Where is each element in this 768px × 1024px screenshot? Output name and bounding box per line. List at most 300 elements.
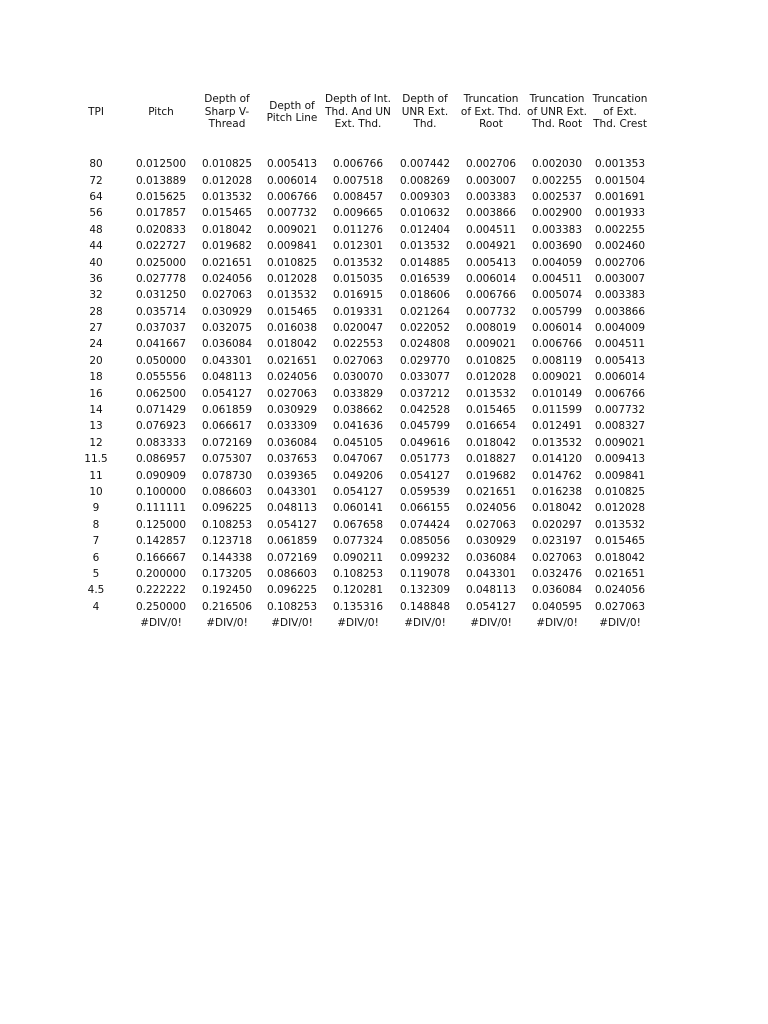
- table-cell: 0.019682: [465, 469, 517, 482]
- table-cell: 0.039365: [266, 469, 318, 482]
- table-cell: 0.072169: [201, 436, 253, 449]
- table-cell: 0.192450: [201, 584, 253, 597]
- spacer-row: [64, 140, 650, 156]
- table-row: [64, 156, 650, 172]
- table-cell: 0.024808: [399, 338, 451, 351]
- table-cell: 0.002255: [531, 174, 583, 187]
- table-cell: 0.036084: [531, 584, 583, 597]
- table-cell: 0.018042: [266, 338, 318, 351]
- table-cell: 0.060141: [332, 502, 384, 515]
- table-row: [64, 271, 650, 287]
- table-cell: 0.018042: [531, 502, 583, 515]
- table-cell: 13: [89, 420, 103, 433]
- table-cell: 0.012301: [332, 240, 384, 253]
- table-cell: 0.250000: [135, 600, 187, 613]
- table-cell: 0.055556: [135, 371, 187, 384]
- table-cell: 0.045799: [399, 420, 451, 433]
- table-cell: #DIV/0!: [470, 617, 512, 630]
- table-cell: 0.125000: [135, 518, 187, 531]
- table-cell: 0.078730: [201, 469, 253, 482]
- table-cell: 0.030929: [266, 404, 318, 417]
- table-cell: 0.090211: [332, 551, 384, 564]
- spacer-cell: [64, 140, 650, 156]
- table-cell: 7: [92, 535, 100, 548]
- table-cell: 0.015465: [266, 305, 318, 318]
- table-cell: 0.018042: [594, 551, 646, 564]
- table-cell: 0.004009: [594, 322, 646, 335]
- table-cell: 0.005074: [531, 289, 583, 302]
- table-cell: 0.027778: [135, 272, 187, 285]
- table-cell: 0.010825: [266, 256, 318, 269]
- table-cell: 0.049206: [332, 469, 384, 482]
- table-cell: 44: [89, 240, 103, 253]
- table-cell: 0.048113: [201, 371, 253, 384]
- table-cell: 5: [92, 567, 100, 580]
- table-cell: 0.003007: [594, 272, 646, 285]
- table-cell: 0.022727: [135, 240, 187, 253]
- table-cell: 0.017857: [135, 207, 187, 220]
- table-cell: 0.037653: [266, 453, 318, 466]
- table-cell: 0.007732: [465, 305, 517, 318]
- table-cell: 0.108253: [201, 518, 253, 531]
- table-cell: 0.083333: [135, 436, 187, 449]
- table-cell: 0.071429: [135, 404, 187, 417]
- table-cell: 16: [89, 387, 103, 400]
- table-cell: 0.022052: [399, 322, 451, 335]
- table-cell: 80: [89, 158, 103, 171]
- table-row: [64, 287, 650, 303]
- table-cell: 0.009841: [594, 469, 646, 482]
- table-cell: 0.016654: [465, 420, 517, 433]
- header-truncation-unr-ext-thd-root: Truncation of UNR Ext. Thd. Root: [527, 93, 587, 131]
- table-cell: 0.054127: [201, 387, 253, 400]
- table-cell: 0.015625: [135, 190, 187, 203]
- header-truncation-ext-thd-root: Truncation of Ext. Thd. Root: [460, 93, 522, 131]
- table-cell: 0.054127: [332, 486, 384, 498]
- table-cell: 0.003866: [465, 207, 517, 220]
- table-cell: #DIV/0!: [140, 617, 182, 630]
- table-row: [64, 205, 650, 221]
- table-cell: 0.012028: [266, 272, 318, 285]
- table-cell: 0.002900: [531, 207, 583, 220]
- table-cell: 0.004059: [531, 256, 583, 269]
- table-cell: 0.027063: [465, 518, 517, 531]
- table-cell: 0.004921: [465, 240, 517, 253]
- table-cell: 0.030929: [465, 535, 517, 548]
- table-cell: #DIV/0!: [599, 617, 641, 630]
- table-cell: 0.037212: [399, 387, 451, 400]
- table-cell: 0.002706: [594, 256, 646, 269]
- table-row: [64, 304, 650, 320]
- table-cell: 0.006766: [594, 387, 646, 400]
- table-cell: 0.015465: [594, 535, 646, 548]
- header-pitch: Pitch: [148, 105, 174, 118]
- table-cell: 0.011276: [332, 223, 384, 236]
- table-cell: 0.002255: [594, 223, 646, 236]
- table-cell: 0.013532: [465, 387, 517, 400]
- table-cell: 0.024056: [594, 584, 646, 597]
- table-cell: 0.035714: [135, 305, 187, 318]
- table-cell: 0.008119: [531, 354, 583, 367]
- table-row: [64, 566, 650, 582]
- table-cell: 0.033309: [266, 420, 318, 433]
- table-cell: 0.012500: [135, 158, 187, 171]
- table-cell: 0.036084: [201, 338, 253, 351]
- table-cell: 0.009021: [531, 371, 583, 384]
- table-cell: 0.041667: [135, 338, 187, 351]
- table-row: [64, 222, 650, 238]
- table-row: [64, 189, 650, 205]
- table-cell: 11.5: [84, 453, 108, 466]
- table-cell: 0.003383: [465, 190, 517, 203]
- table-row: [64, 385, 650, 401]
- table-cell: 0.054127: [266, 518, 318, 531]
- table-cell: 0.108253: [266, 600, 318, 613]
- table-cell: 0.054127: [465, 600, 517, 613]
- table-cell: 0.049616: [399, 436, 451, 449]
- table-cell: 0.040595: [531, 600, 583, 613]
- table-row: [64, 599, 650, 615]
- table-cell: 0.024056: [201, 272, 253, 285]
- table-cell: 0.050000: [135, 354, 187, 367]
- table-cell: 0.006014: [594, 371, 646, 384]
- table-cell: 0.006014: [266, 174, 318, 187]
- table-cell: 0.018606: [399, 289, 451, 302]
- table-cell: 0.012028: [465, 371, 517, 384]
- table-cell: 0.027063: [594, 600, 646, 613]
- table-cell: 0.166667: [135, 551, 187, 564]
- table-cell: 0.086603: [266, 567, 318, 580]
- table-row: [64, 451, 650, 467]
- table-cell: 0.010825: [201, 158, 253, 171]
- table-cell: 0.054127: [399, 469, 451, 482]
- table-cell: 0.004511: [594, 338, 646, 351]
- table-cell: 6: [92, 551, 100, 564]
- table-cell: 56: [89, 207, 103, 220]
- table-cell: 0.003690: [531, 240, 583, 253]
- table-row: [64, 517, 650, 533]
- table-cell: 0.002537: [531, 190, 583, 203]
- table-cell: 0.006014: [465, 272, 517, 285]
- table-row: [64, 418, 650, 434]
- table-cell: 0.013532: [399, 240, 451, 253]
- table-cell: 0.076923: [135, 420, 187, 433]
- table-cell: 0.074424: [399, 518, 451, 531]
- table-cell: 0.015465: [201, 207, 253, 220]
- table-cell: 0.027063: [531, 551, 583, 564]
- table-cell: 0.009021: [594, 436, 646, 449]
- table-cell: 0.004511: [531, 272, 583, 285]
- table-cell: 0.108253: [332, 567, 384, 580]
- table-cell: 0.062500: [135, 387, 187, 400]
- table-cell: 0.014762: [531, 469, 583, 482]
- table-cell: 0.008327: [594, 420, 646, 433]
- table-cell: 0.004511: [465, 223, 517, 236]
- table-cell: 0.037037: [135, 322, 187, 335]
- table-cell: 0.012404: [399, 223, 451, 236]
- table-row: [64, 484, 650, 500]
- table-cell: 36: [89, 272, 103, 285]
- table-cell: 0.033077: [399, 371, 451, 384]
- table-cell: 27: [89, 322, 103, 335]
- table-cell: 0.042528: [399, 404, 451, 417]
- table-cell: 0.012491: [531, 420, 583, 433]
- table-cell: 0.045105: [332, 436, 384, 449]
- table-cell: 0.006766: [531, 338, 583, 351]
- table-cell: 0.096225: [266, 584, 318, 597]
- table-cell: 10: [89, 486, 103, 498]
- table-cell: 0.051773: [399, 453, 451, 466]
- table-cell: 0.008457: [332, 190, 384, 203]
- table-cell: 0.059539: [399, 486, 451, 498]
- table-cell: 32: [89, 289, 103, 302]
- table-row: [64, 402, 650, 418]
- table-cell: #DIV/0!: [206, 617, 248, 630]
- header-depth-int-thd-un-ext-thd: Depth of Int. Thd. And UN Ext. Thd.: [325, 93, 391, 131]
- table-cell: 4.5: [87, 584, 105, 597]
- table-row: [64, 549, 650, 565]
- table-cell: 0.038662: [332, 404, 384, 417]
- table-cell: 20: [89, 354, 103, 367]
- table-cell: 0.099232: [399, 551, 451, 564]
- header-depth-pitch-line: Depth of Pitch Line: [266, 99, 318, 124]
- table-cell: 0.200000: [135, 567, 187, 580]
- table-cell: 0.010825: [465, 354, 517, 367]
- table-cell: 0.005413: [266, 158, 318, 171]
- table-cell: 64: [89, 190, 103, 203]
- table-cell: 0.100000: [135, 486, 187, 498]
- table-cell: 0.027063: [266, 387, 318, 400]
- table-cell: 24: [89, 338, 103, 351]
- table-cell: 0.006766: [332, 158, 384, 171]
- table-cell: 0.123718: [201, 535, 253, 548]
- table-cell: 0.021651: [266, 354, 318, 367]
- table-row: [64, 320, 650, 336]
- table-cell: 0.029770: [399, 354, 451, 367]
- table-cell: 8: [92, 518, 100, 531]
- table-cell: 0.048113: [465, 584, 517, 597]
- table-cell: 0.032075: [201, 322, 253, 335]
- table-cell: 0.013532: [531, 436, 583, 449]
- table-cell: 0.016915: [332, 289, 384, 302]
- table-cell: 0.096225: [201, 502, 253, 515]
- table-cell: 0.009021: [465, 338, 517, 351]
- table-cell: 0.012028: [201, 174, 253, 187]
- table-cell: 0.013532: [201, 190, 253, 203]
- table-row: [64, 533, 650, 549]
- table-cell: 0.043301: [266, 486, 318, 498]
- table-cell: 0.027063: [332, 354, 384, 367]
- table-cell: 4: [92, 600, 100, 613]
- table-cell: 0.024056: [266, 371, 318, 384]
- table-cell: 0.003866: [594, 305, 646, 318]
- table-cell: 0.001504: [594, 174, 646, 187]
- table-cell: 0.066155: [399, 502, 451, 515]
- table-cell: 0.047067: [332, 453, 384, 466]
- table-cell: 14: [89, 404, 103, 417]
- table-cell: 0.031250: [135, 289, 187, 302]
- table-cell: 0.022553: [332, 338, 384, 351]
- table-cell: 0.002706: [465, 158, 517, 171]
- table-cell: 0.043301: [201, 354, 253, 367]
- table-cell: 0.061859: [201, 404, 253, 417]
- table-cell: 0.008019: [465, 322, 517, 335]
- table-cell: 0.007442: [399, 158, 451, 171]
- table-cell: 0.216506: [201, 600, 253, 613]
- table-cell: 9: [92, 502, 100, 515]
- table-cell: 0.036084: [266, 436, 318, 449]
- table-cell: 0.001691: [594, 190, 646, 203]
- table-cell: 0.002030: [531, 158, 583, 171]
- table-cell: 0.003007: [465, 174, 517, 187]
- table-cell: 0.173205: [201, 567, 253, 580]
- table-cell: 0.024056: [465, 502, 517, 515]
- header-tpi: TPI: [88, 105, 104, 118]
- table-cell: #DIV/0!: [536, 617, 578, 630]
- table-cell: 0.041636: [332, 420, 384, 433]
- table-cell: 72: [89, 174, 103, 187]
- table-cell: 0.032476: [531, 567, 583, 580]
- table-cell: 0.018827: [465, 453, 517, 466]
- header-row: [64, 84, 650, 140]
- table-body: [64, 140, 650, 631]
- table-cell: 0.009665: [332, 207, 384, 220]
- table-cell: 0.014120: [531, 453, 583, 466]
- table-cell: 0.086957: [135, 453, 187, 466]
- table-cell: 0.009841: [266, 240, 318, 253]
- table-row: [64, 369, 650, 385]
- table-cell: 0.025000: [135, 256, 187, 269]
- table-cell: 0.002460: [594, 240, 646, 253]
- table-row: [64, 615, 650, 631]
- table-row: [64, 500, 650, 516]
- table-cell: 0.067658: [332, 518, 384, 531]
- table-row: [64, 238, 650, 254]
- table-cell: 0.013532: [266, 289, 318, 302]
- table-cell: 0.013532: [594, 518, 646, 531]
- table-cell: 0.007732: [594, 404, 646, 417]
- table-cell: 0.048113: [266, 502, 318, 515]
- table-cell: 0.016038: [266, 322, 318, 335]
- table-cell: 12: [89, 436, 103, 449]
- table-cell: 0.019682: [201, 240, 253, 253]
- table-row: [64, 353, 650, 369]
- table-cell: 0.027063: [201, 289, 253, 302]
- table-cell: 0.111111: [135, 502, 187, 515]
- table-cell: 0.007732: [266, 207, 318, 220]
- table-cell: 0.011599: [531, 404, 583, 417]
- table-cell: 0.013532: [332, 256, 384, 269]
- table-cell: 0.021651: [594, 567, 646, 580]
- header-depth-unr-ext-thd: Depth of UNR Ext. Thd.: [401, 93, 449, 131]
- table-cell: 0.077324: [332, 535, 384, 548]
- table-cell: 0.009021: [266, 223, 318, 236]
- table-cell: 0.013889: [135, 174, 187, 187]
- table-cell: 0.020297: [531, 518, 583, 531]
- table-cell: 0.015465: [465, 404, 517, 417]
- table-cell: 0.001933: [594, 207, 646, 220]
- table-cell: #DIV/0!: [404, 617, 446, 630]
- table-cell: 0.006766: [465, 289, 517, 302]
- table-cell: 0.119078: [399, 567, 451, 580]
- table-cell: 0.142857: [135, 535, 187, 548]
- table-cell: 0.033829: [332, 387, 384, 400]
- table-cell: 0.132309: [399, 584, 451, 597]
- table-cell: 0.021651: [465, 486, 517, 498]
- header-depth-sharp-v-thread: Depth of Sharp V-Thread: [204, 93, 250, 131]
- table-row: [64, 467, 650, 483]
- table-cell: 0.018042: [465, 436, 517, 449]
- table-cell: 0.075307: [201, 453, 253, 466]
- table-cell: 0.007518: [332, 174, 384, 187]
- table-cell: 0.016539: [399, 272, 451, 285]
- table-cell: [64, 615, 128, 631]
- table-cell: 48: [89, 223, 103, 236]
- thread-data-table: [64, 84, 650, 631]
- table-cell: 0.020833: [135, 223, 187, 236]
- table-cell: 0.005413: [594, 354, 646, 367]
- table-cell: #DIV/0!: [337, 617, 379, 630]
- table-cell: 0.005413: [465, 256, 517, 269]
- table-cell: 0.148848: [399, 600, 451, 613]
- table-cell: 0.222222: [135, 584, 187, 597]
- table-cell: 0.019331: [332, 305, 384, 318]
- table-cell: 0.016238: [531, 486, 583, 498]
- table-cell: 0.030929: [201, 305, 253, 318]
- table-cell: 0.061859: [266, 535, 318, 548]
- table-cell: 11: [89, 469, 103, 482]
- table-cell: 0.066617: [201, 420, 253, 433]
- table-cell: 0.144338: [201, 551, 253, 564]
- table-cell: 0.006014: [531, 322, 583, 335]
- table-cell: 0.012028: [594, 502, 646, 515]
- table-cell: 0.021264: [399, 305, 451, 318]
- table-cell: 0.010825: [594, 486, 646, 498]
- table-cell: 40: [89, 256, 103, 269]
- table-cell: 28: [89, 305, 103, 318]
- table-row: [64, 582, 650, 598]
- table-row: [64, 435, 650, 451]
- table-cell: 0.001353: [594, 158, 646, 171]
- table-cell: 0.010632: [399, 207, 451, 220]
- table-row: [64, 254, 650, 270]
- table-cell: #DIV/0!: [271, 617, 313, 630]
- table-row: [64, 172, 650, 188]
- table-cell: 18: [89, 371, 103, 384]
- table-cell: 0.135316: [332, 600, 384, 613]
- table-cell: 0.014885: [399, 256, 451, 269]
- table-cell: 0.072169: [266, 551, 318, 564]
- header-truncation-ext-thd-crest: Truncation of Ext. Thd. Crest: [592, 93, 648, 131]
- table-cell: 0.030070: [332, 371, 384, 384]
- table-cell: 0.005799: [531, 305, 583, 318]
- table-cell: 0.085056: [399, 535, 451, 548]
- table-cell: 0.009413: [594, 453, 646, 466]
- table-cell: 0.036084: [465, 551, 517, 564]
- table-cell: 0.009303: [399, 190, 451, 203]
- table-cell: 0.090909: [135, 469, 187, 482]
- table-cell: 0.086603: [201, 486, 253, 498]
- table-row: [64, 336, 650, 352]
- table-cell: 0.003383: [531, 223, 583, 236]
- table-cell: 0.020047: [332, 322, 384, 335]
- table-cell: 0.018042: [201, 223, 253, 236]
- table-cell: 0.015035: [332, 272, 384, 285]
- table-cell: 0.003383: [594, 289, 646, 302]
- table-cell: 0.010149: [531, 387, 583, 400]
- table-cell: 0.006766: [266, 190, 318, 203]
- table-cell: 0.120281: [332, 584, 384, 597]
